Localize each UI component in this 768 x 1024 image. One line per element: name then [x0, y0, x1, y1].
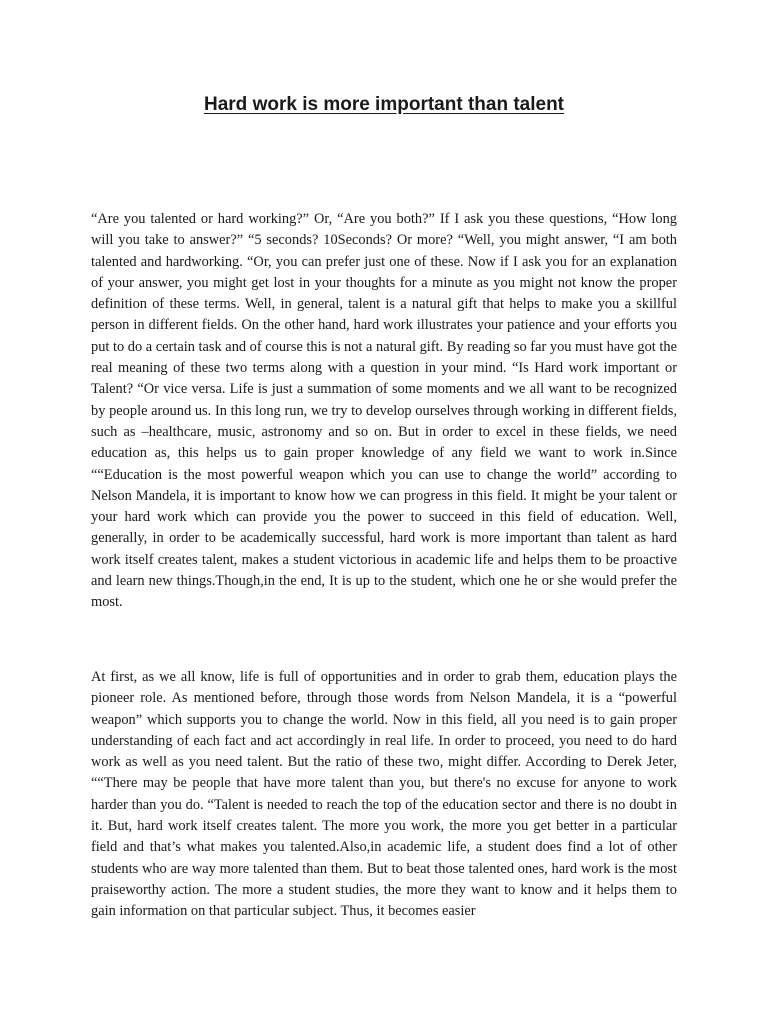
paragraph-body: At first, as we all know, life is full of opportunities and in order to grab them, education plays the pioneer role. As mentioned before, through those words from Nelson Mandela, it is a “powerful weapon” which supports you to change the world. Now in this field, all you need is to gain proper understanding of each fact and act accordingly in real life. In order to proceed, you need to do hard work as well as you need talent. But the ratio of these two, might differ. According to Derek Jeter, ““There may be people that have more talent than you, but there's no excuse for anyone to work harder than you do. “Talent is needed to reach the top of the education sector and there is no doubt in it. But, hard work itself creates talent. The more you work, the more you get better in a particular field and that’s what makes you talented.Also,in academic life, a student does find a lot of other students who are way more talented than them. But to beat those talented ones, hard work is the most praiseworthy action. The more a student studies, the more they want to know and it helps them to gain information on that particular subject. Thus, it becomes easier — [91, 669, 677, 920]
document-title: Hard work is more important than talent — [204, 94, 564, 115]
paragraph-introduction: “Are you talented or hard working?” Or, “Are you both?” If I ask you these questions, “How long will you take to answer?” “5 seconds? 10Seconds? Or more? “Well, you might answer, “I am both talented and hardworking. “Or, you can prefer just one of these. Now if I ask you for an explanation of your answer, you might get lost in your thoughts for a minute as you might not know the proper definition of these terms. Well, in general, talent is a natural gift that helps to make you a skillful person in different fields. On the other hand, hard work illustrates your patience and your efforts you put to do a certain task and of course this is not a natural gift. By reading so far you must have got the real meaning of these two terms along with a question in your mind. “Is Hard work important or Talent? “Or vice versa. Life is just a summation of some moments and we all want to be recognized by people around us. In this long run, we try to develop ourselves through working in different fields, such as –healthcare, music, astronomy and so on. But in order to excel in these fields, we need education as, this helps us to gain proper knowledge of any field we want to work in.Since ““Education is the most powerful weapon which you can use to change the world” according to Nelson Mandela, it is important to know how we can progress in this field. It might be your talent or your hard work which can provide you the power to succeed in this field of education. Well, generally, in order to be academically successful, hard work is more important than talent as hard work itself creates talent, makes a student victorious in academic life and helps them to be proactive and learn new things.Though,in the end, It is up to the student, which one he or she would prefer the most. — [91, 211, 677, 611]
